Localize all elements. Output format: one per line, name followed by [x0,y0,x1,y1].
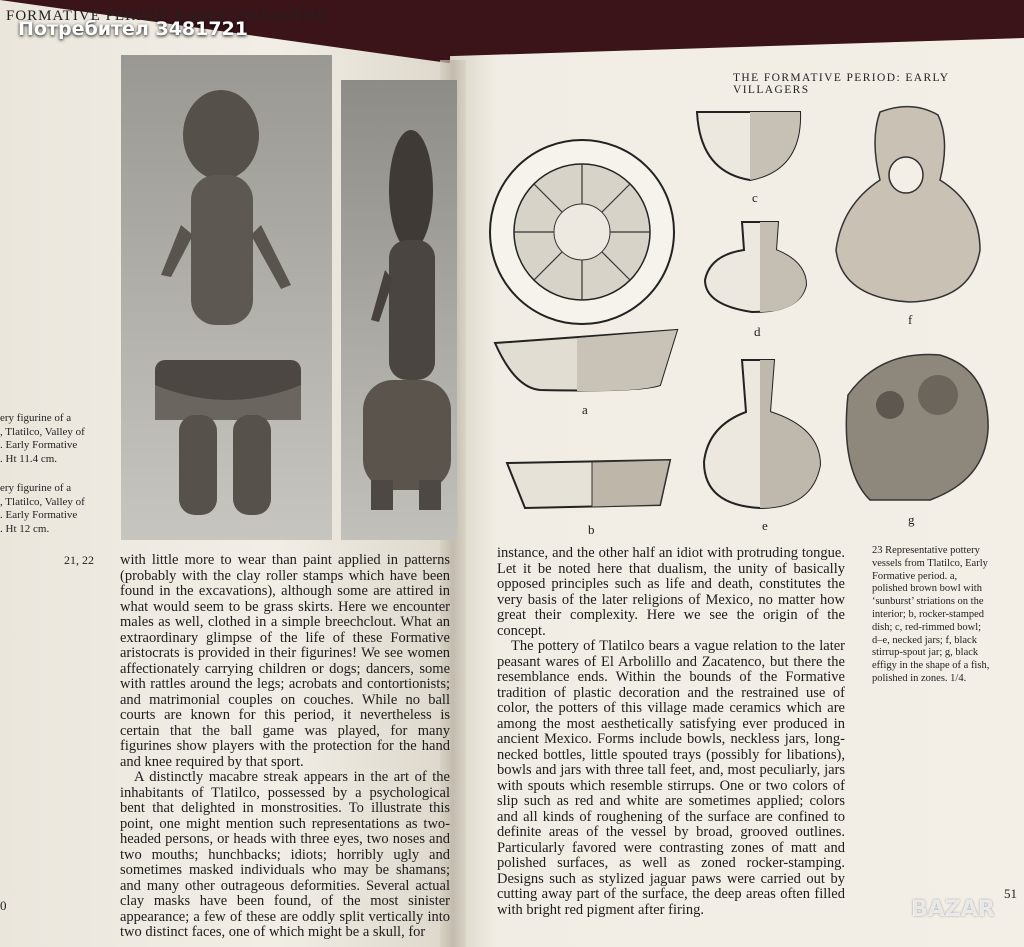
running-head-right: THE FORMATIVE PERIOD: EARLY VILLAGERS [733,72,950,96]
vessel-label-c: c [752,190,758,205]
figurine-caption-1: ery figurine of a , Tlatilco, Valley of . Early Formative . Ht 11.4 cm. [0,412,85,465]
page-number-left: 0 [0,898,7,913]
vessel-label-g: g [908,512,915,527]
figurine-photo-2 [341,80,457,540]
figurine-caption-2: ery figurine of a , Tlatilco, Valley of . Early Formative . Ht 12 cm. [0,482,85,535]
right-paragraph: The pottery of Tlatilco bears a vague relation to the later peasant wares of El Arbolillo and Zacatenco, but there the resemblance ends. Within the bounds of the Formative tradition of plastic decoration and the restrained use of color, the potters of this village made ceramics which are among the most aesthetically satisfying ever produced in ancient Mexico. Forms include bowls, neckless jars, long-necked bottles, little spouted trays (possibly for libations), bowls and jars with three tall feet, and, most peculiarly, jars with spouts which resemble stirrups. One or two colors of slip such as red and white are sometimes applied; colors and all kinds of roughening of the surface are confined to definite areas of the vessel by broad, grooved outlines. Particularly favored were contrasting zones of matt and polished surfaces, as well as zoned rocker-stamping. Designs such as stylized jaguar paws were carried out by cutting away part of the surface, the deep areas often filled with bright red pigment after firing. [497,638,845,918]
margin-figure-reference: 21, 22 [64,553,94,567]
figurine-2-illustration [341,80,457,540]
vessel-label-e: e [762,518,768,533]
seller-watermark: Потребител 3481721 [18,18,249,40]
left-paragraph: with little more to wear than paint applied in patterns (probably with the clay roller stamps which have been found in the excavations), although some are attired in what would seem to be grass skirts. Here we encounter males as well, clothed in a simple breechclout. What an extraordinary glimpse of the life of these Formative aristocrats is provided in their figurines! We see women affectionately carrying children or dogs; dancers, some with rattles around the legs; acrobats and contortionists; and matrimonial couples on couches. While no ball courts are known for this period, it nevertheless is certain that the ball game was played, for many figurines show players with the protection for the hand and knee required by that sport. [120,552,450,770]
right-paragraph: instance, and the other half an idiot with protruding tongue. Let it be noted here that dualism, the unity of basically opposed principles such as life and death, constitutes the very basis of the later religions of Mexico, no matter how great their complexity. Here we see the origin of the concept. [497,545,845,639]
pottery-caption: 23 Representative pottery vessels from Tlatilco, Early Formative period. a, polished brown bowl with ‘sunburst’ striations on the interior; b, rocker-stamped dish; c, red-rimmed bowl; d–e, necked jars; f, black stirrup-spout jar; g, black effigy in the shape of a fish, polished in zones. 1/4. [872,545,990,684]
figurine-photo-1 [121,55,332,540]
right-body-text [497,546,845,918]
vessel-label-d: d [754,324,761,339]
vessel-label-a: a [582,402,588,417]
vessel-label-f: f [908,312,913,327]
running-head-left: FORMATIVE PERIOD: EARLY VILLAGERS [6,8,326,24]
left-paragraph: A distinctly macabre streak appears in the art of the inhabitants of Tlatilco, possessed by a psychological bent that delighted in monstrosities. To illustrate this point, one might mention such representations as two-headed persons, or heads with three eyes, two noses and two mouths; hunchbacks; idiots; horribly ugly and sometimes masked individuals who may be shamans; and many other outrageous deformities. Several actual clay masks have been found, of the most sinister appearance; a few of these are oddly split vertically into two distinct faces, one of which might be a skull, for [120,769,450,940]
bazar-watermark: BAZAR [911,897,995,922]
page-number-right: 51 [1004,886,1017,901]
left-body-text [120,553,450,941]
vessel-label-b: b [588,522,595,537]
figurine-1-illustration [121,55,332,540]
